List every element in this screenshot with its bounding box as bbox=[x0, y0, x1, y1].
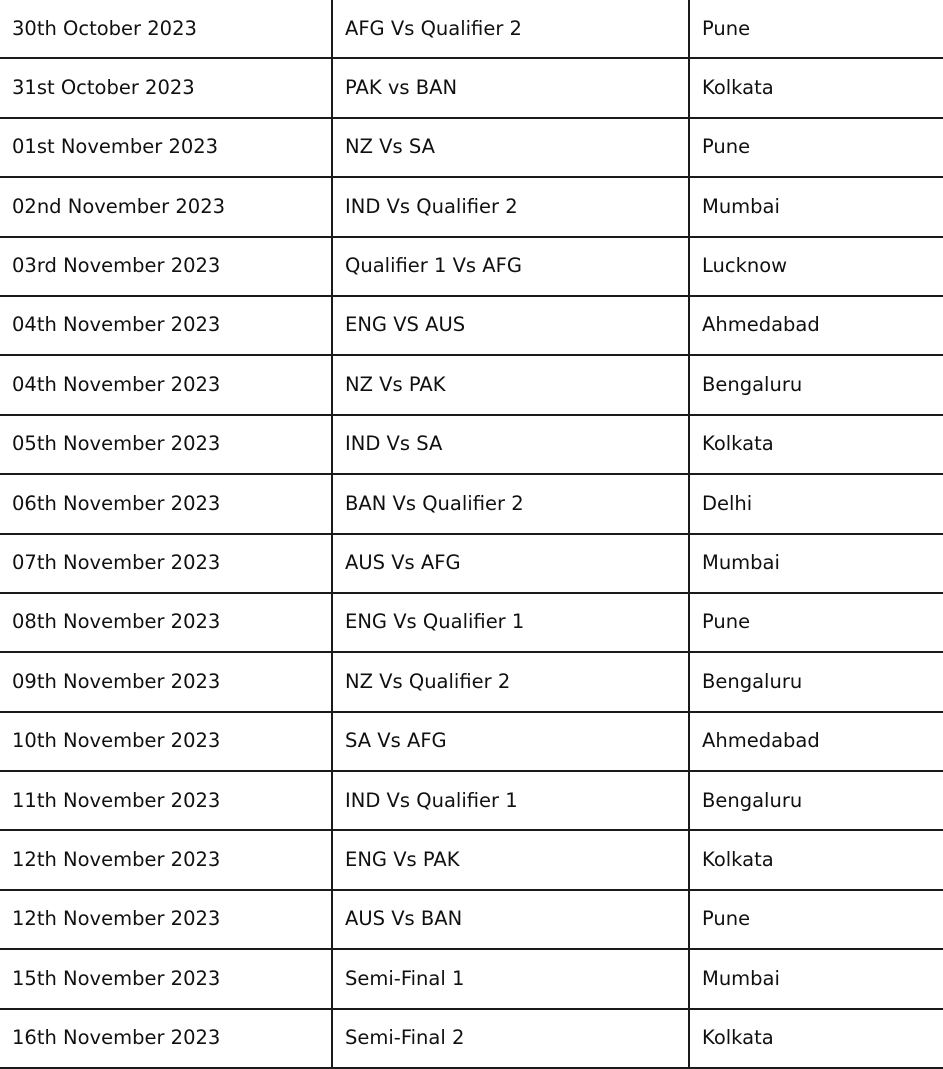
match-date-cell: 11th November 2023 bbox=[0, 771, 332, 830]
match-fixture-cell: Semi-Final 2 bbox=[332, 1009, 689, 1068]
match-fixture-cell: PAK vs BAN bbox=[332, 58, 689, 117]
match-fixture-cell: Semi-Final 1 bbox=[332, 949, 689, 1008]
match-fixture-cell: SA Vs AFG bbox=[332, 712, 689, 771]
match-venue-cell: Kolkata bbox=[689, 58, 943, 117]
match-venue-cell: Bengaluru bbox=[689, 652, 943, 711]
table-row bbox=[0, 118, 943, 177]
match-venue-cell: Ahmedabad bbox=[689, 296, 943, 355]
match-fixture-cell: IND Vs SA bbox=[332, 415, 689, 474]
match-date-cell: 12th November 2023 bbox=[0, 830, 332, 889]
match-fixture-cell: AFG Vs Qualifier 2 bbox=[332, 0, 689, 58]
match-venue-cell: Bengaluru bbox=[689, 355, 943, 414]
table-row bbox=[0, 830, 943, 889]
match-date-cell: 04th November 2023 bbox=[0, 296, 332, 355]
table-row bbox=[0, 1009, 943, 1068]
match-venue-cell: Pune bbox=[689, 593, 943, 652]
match-venue-cell: Kolkata bbox=[689, 1009, 943, 1068]
match-venue-cell: Pune bbox=[689, 0, 943, 58]
table-row bbox=[0, 355, 943, 414]
table-row bbox=[0, 415, 943, 474]
match-date-cell: 16th November 2023 bbox=[0, 1009, 332, 1068]
match-date-cell: 05th November 2023 bbox=[0, 415, 332, 474]
match-venue-cell: Ahmedabad bbox=[689, 712, 943, 771]
table-row bbox=[0, 58, 943, 117]
match-date-cell: 31st October 2023 bbox=[0, 58, 332, 117]
match-date-cell: 10th November 2023 bbox=[0, 712, 332, 771]
table-row bbox=[0, 0, 943, 58]
match-fixture-cell: NZ Vs Qualifier 2 bbox=[332, 652, 689, 711]
match-venue-cell: Mumbai bbox=[689, 949, 943, 1008]
match-venue-cell: Mumbai bbox=[689, 534, 943, 593]
match-fixture-cell: Qualifier 1 Vs AFG bbox=[332, 237, 689, 296]
match-fixture-cell: NZ Vs PAK bbox=[332, 355, 689, 414]
match-date-cell: 04th November 2023 bbox=[0, 355, 332, 414]
match-venue-cell: Lucknow bbox=[689, 237, 943, 296]
match-fixture-cell: IND Vs Qualifier 2 bbox=[332, 177, 689, 236]
table-row bbox=[0, 237, 943, 296]
table-row bbox=[0, 296, 943, 355]
match-date-cell: 30th October 2023 bbox=[0, 0, 332, 58]
match-date-cell: 01st November 2023 bbox=[0, 118, 332, 177]
match-venue-cell: Mumbai bbox=[689, 177, 943, 236]
match-fixture-cell: ENG Vs PAK bbox=[332, 830, 689, 889]
match-fixture-cell: AUS Vs BAN bbox=[332, 890, 689, 949]
match-date-cell: 12th November 2023 bbox=[0, 890, 332, 949]
table-row bbox=[0, 949, 943, 1008]
table-row bbox=[0, 771, 943, 830]
table-row bbox=[0, 652, 943, 711]
match-date-cell: 02nd November 2023 bbox=[0, 177, 332, 236]
match-date-cell: 08th November 2023 bbox=[0, 593, 332, 652]
match-venue-cell: Kolkata bbox=[689, 415, 943, 474]
match-fixture-cell: ENG Vs Qualifier 1 bbox=[332, 593, 689, 652]
match-fixture-cell: BAN Vs Qualifier 2 bbox=[332, 474, 689, 533]
match-date-cell: 07th November 2023 bbox=[0, 534, 332, 593]
match-venue-cell: Delhi bbox=[689, 474, 943, 533]
table-row bbox=[0, 593, 943, 652]
table-row bbox=[0, 890, 943, 949]
match-fixture-cell: NZ Vs SA bbox=[332, 118, 689, 177]
match-fixture-cell: ENG VS AUS bbox=[332, 296, 689, 355]
table-row bbox=[0, 712, 943, 771]
match-date-cell: 09th November 2023 bbox=[0, 652, 332, 711]
match-venue-cell: Pune bbox=[689, 118, 943, 177]
match-fixture-cell: AUS Vs AFG bbox=[332, 534, 689, 593]
match-date-cell: 06th November 2023 bbox=[0, 474, 332, 533]
table-row bbox=[0, 474, 943, 533]
match-venue-cell: Kolkata bbox=[689, 830, 943, 889]
match-fixture-cell: IND Vs Qualifier 1 bbox=[332, 771, 689, 830]
table-row bbox=[0, 534, 943, 593]
table-row bbox=[0, 177, 943, 236]
match-date-cell: 03rd November 2023 bbox=[0, 237, 332, 296]
match-date-cell: 15th November 2023 bbox=[0, 949, 332, 1008]
match-venue-cell: Pune bbox=[689, 890, 943, 949]
match-venue-cell: Bengaluru bbox=[689, 771, 943, 830]
